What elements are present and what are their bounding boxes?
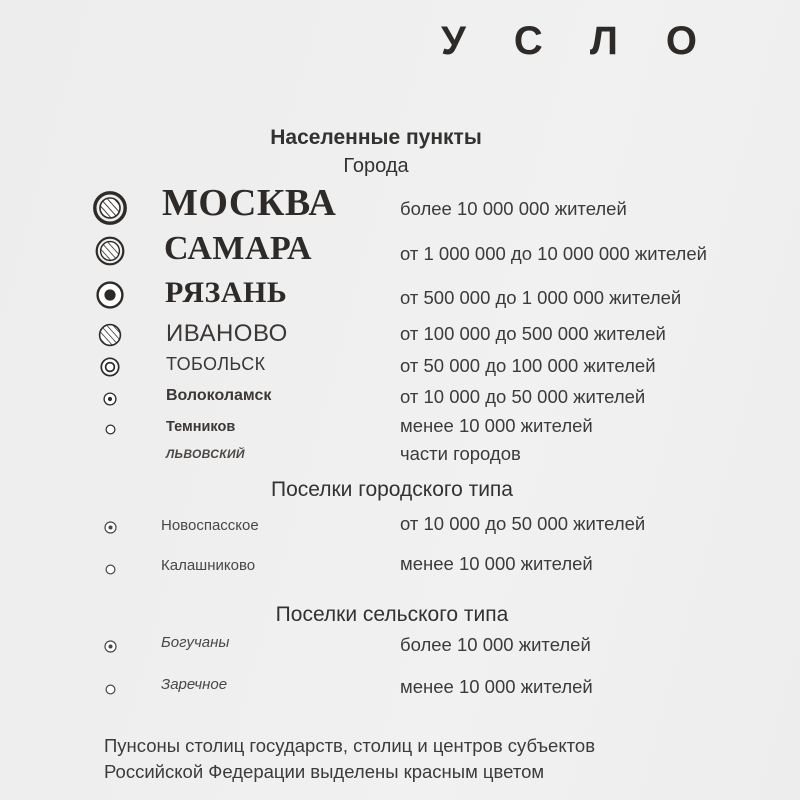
city-desc-tobolsk: от 50 000 до 100 000 жителей bbox=[400, 355, 656, 376]
settlement-name-boguchany: Богучаны bbox=[161, 634, 230, 651]
city-name-lvovsky: ЛЬВОВСКИЙ bbox=[166, 447, 245, 461]
footer-note bbox=[104, 733, 595, 785]
banner-title: УСЛО bbox=[441, 18, 745, 63]
city-name-samara: САМАРА bbox=[164, 230, 313, 267]
city-name-ivanovo: ИВАНОВО bbox=[166, 320, 288, 347]
punson-ring-hatched-medium bbox=[80, 236, 140, 266]
settlement-name-kalashnikovo: Калашниково bbox=[161, 557, 256, 574]
punson-small-ring-dot-urban-1 bbox=[80, 519, 140, 537]
city-desc-ryazan: от 500 000 до 1 000 000 жителей bbox=[400, 287, 682, 308]
banner bbox=[0, 10, 800, 72]
punson-tiny-circle-urban-2 bbox=[80, 561, 140, 579]
settlement-desc-boguchany: более 10 000 жителей bbox=[400, 634, 591, 655]
city-desc-temnikov: менее 10 000 жителей bbox=[400, 415, 593, 436]
city-desc-ivanovo: от 100 000 до 500 000 жителей bbox=[400, 323, 666, 344]
punson-circle-hatched bbox=[80, 323, 140, 347]
settlement-desc-novospasskoe: от 10 000 до 50 000 жителей bbox=[400, 513, 646, 534]
city-name-volokolamsk: Волоколамск bbox=[166, 387, 272, 404]
city-name-ryazan: РЯЗАНЬ bbox=[165, 276, 288, 309]
punson-tiny-circle-rural-2 bbox=[80, 681, 140, 699]
footer-note-line-2: Российской Федерации выделены красным цветом bbox=[104, 761, 545, 782]
city-desc-moskva: более 10 000 000 жителей bbox=[400, 198, 627, 219]
subheading-rural-settlements: Поселки сельского типа bbox=[275, 603, 509, 626]
punson-ring-hatched-large bbox=[80, 191, 140, 225]
settlement-name-zarechnoe: Заречное bbox=[161, 676, 228, 693]
city-name-temnikov: Темников bbox=[166, 419, 236, 435]
city-name-moskva: МОСКВА bbox=[162, 182, 337, 224]
punson-small-ring-dot-rural-1 bbox=[80, 638, 140, 656]
punson-tiny-circle bbox=[80, 421, 140, 439]
subheading-urban-settlements: Поселки городского типа bbox=[270, 478, 513, 501]
city-name-tobolsk: ТОБОЛЬСК bbox=[166, 354, 266, 374]
city-desc-volokolamsk: от 10 000 до 50 000 жителей bbox=[400, 386, 646, 407]
page-title: Населенные пункты bbox=[270, 126, 482, 149]
settlement-desc-kalashnikovo: менее 10 000 жителей bbox=[400, 553, 593, 574]
footer-note-line-1: Пунсоны столиц государств, столиц и центров субъектов bbox=[104, 735, 596, 756]
punson-small-ring-dot bbox=[80, 390, 140, 408]
settlement-name-novospasskoe: Новоспасское bbox=[161, 517, 259, 534]
subheading-cities: Города bbox=[343, 155, 409, 177]
city-desc-lvovsky: части городов bbox=[400, 443, 521, 464]
city-desc-samara: от 1 000 000 до 10 000 000 жителей bbox=[400, 243, 707, 264]
punson-ring-filled-dot bbox=[80, 281, 140, 309]
settlement-desc-zarechnoe: менее 10 000 жителей bbox=[400, 676, 593, 697]
punson-double-ring bbox=[80, 357, 140, 377]
